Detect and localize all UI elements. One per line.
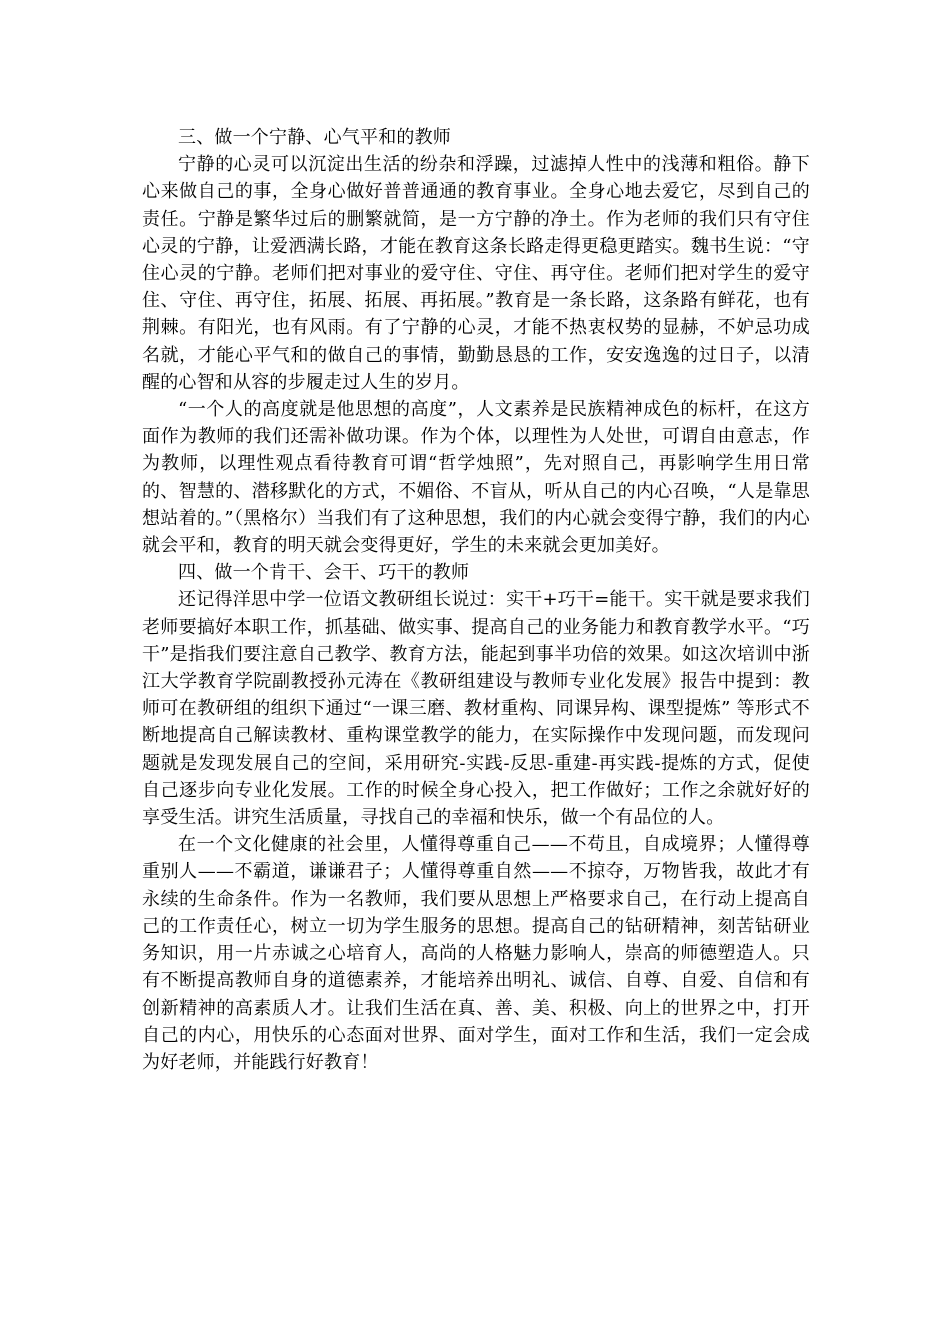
document-body (142, 124, 810, 1076)
paragraph-respect: 在一个文化健康的社会里，人懂得尊重自己——不苟且，自成境界；人懂得尊重别人——不霸道，谦谦君子；人懂得尊重自然——不掠夺，万物皆我，故此才有永续的生命条件。作为一名教师，我们要从思想上严格要求自己，在行动上提高自己的工作责任心，树立一切为学生服务的思想。提高自己的钻研精神，刻苦钻研业务知识，用一片赤诚之心培育人，高尚的人格魅力影响人，崇高的师德塑造人。只有不断提高教师自身的道德素养，才能培养出明礼、诚信、自尊、自爱、自信和有创新精神的高素质人才。让我们生活在真、善、美、积极、向上的世界之中，打开自己的内心，用快乐的心态面对世界、面对学生，面对工作和生活，我们一定会成为好老师，并能践行好教育！ (142, 834, 810, 1073)
section-heading-4: 四、做一个肯干、会干、巧干的教师 (178, 562, 470, 584)
paragraph-work-smart: 还记得洋思中学一位语文教研组长说过：实干+巧干=能干。实干就是要求我们老师要搞好本职工作，抓基础、做实事、提高自己的业务能力和教育教学水平。“巧干”是指我们要注意自己教学、教育方法，能起到事半功倍的效果。如这次培训中浙江大学教育学院副教授孙元涛在《教研组建设与教师专业化发展》报告中提到：教师可在教研组的组织下通过“一课三磨、教材重构、同课异构、课型提炼” 等形式不断地提高自己解读教材、重构课堂教学的能力，在实际操作中发现问题，而发现问题就是发现发展自己的空间，采用研究-实践-反思-重建-再实践-提炼的方式，促使自己逐步向专业化发展。工作的时候全身心投入，把工作做好；工作之余就好好的享受生活。讲究生活质量，寻找自己的幸福和快乐，做一个有品位的人。 (142, 589, 810, 829)
section-heading-3: 三、做一个宁静、心气平和的教师 (178, 127, 451, 148)
paragraph-tranquility: 宁静的心灵可以沉淀出生活的纷杂和浮躁，过滤掉人性中的浅薄和粗俗。静下心来做自己的事，全身心做好普普通通的教育事业。全身心地去爱它，尽到自己的责任。宁静是繁华过后的删繁就简，是一方宁静的净土。作为老师的我们只有守住心灵的宁静，让爱洒满长路，才能在教育这条长路走得更稳更踏实。魏书生说：“守住心灵的宁静。老师们把对事业的爱守住、守住、再守住。老师们把对学生的爱守住、守住、再守住，拓展、拓展、再拓展。”教育是一条长路，这条路有鲜花，也有荆棘。有阳光，也有风雨。有了宁静的心灵，才能不热衷权势的显赫，不妒忌功成名就，才能心平气和的做自己的事情，勤勤恳恳的工作，安安逸逸的过日子，以清醒的心智和从容的步履走过人生的岁月。 (142, 154, 810, 393)
paragraph-thought-height: “一个人的高度就是他思想的高度”，人文素养是民族精神成色的标杆，在这方面作为教师的我们还需补做功课。作为个体，以理性为人处世，可谓自由意志，作为教师，以理性观点看待教育可谓“哲学烛照”，先对照自己，再影响学生用日常的、智慧的、潜移默化的方式，不媚俗、不盲从，听从自己的内心召唤，“人是靠思想站着的。”（黑格尔）当我们有了这种思想，我们的内心就会变得宁静，我们的内心就会平和，教育的明天就会变得更好，学生的未来就会更加美好。 (142, 399, 810, 557)
